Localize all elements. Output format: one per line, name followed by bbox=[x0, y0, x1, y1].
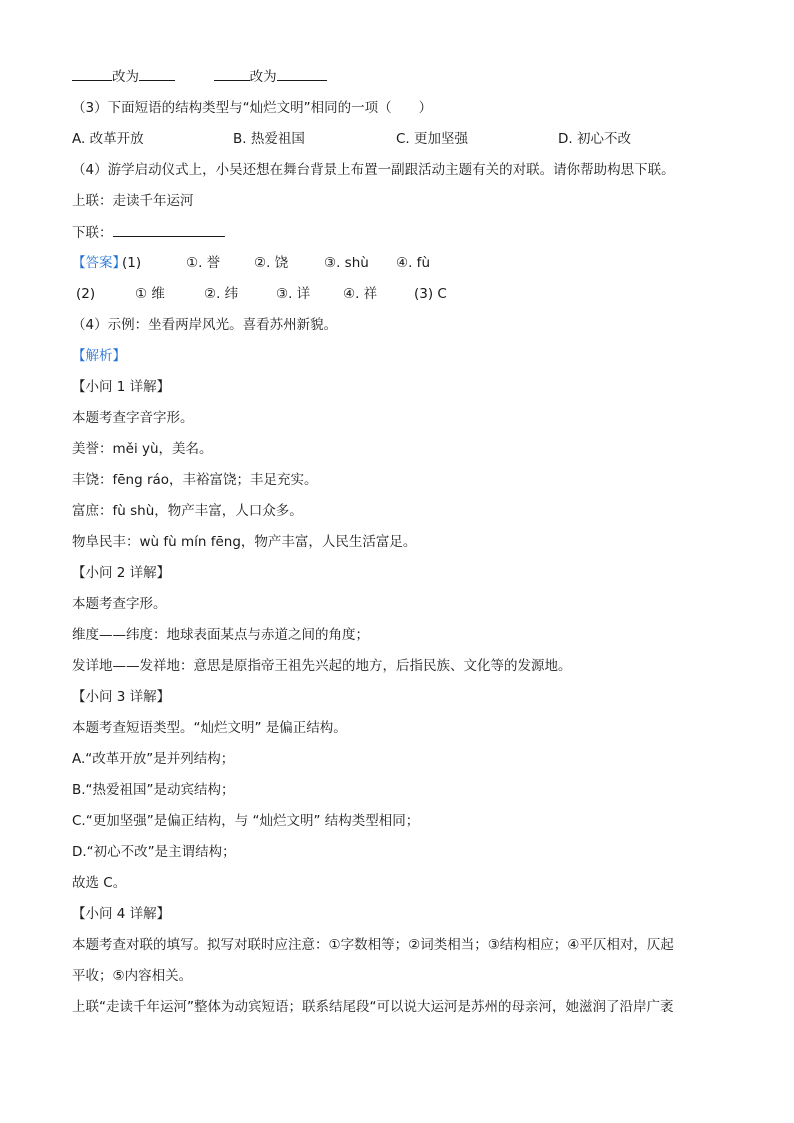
answer-1-item: ③. shù bbox=[324, 255, 369, 271]
q3-option-b[interactable]: B. 热爱祖国 bbox=[233, 131, 305, 147]
answer-3-item: (3) C bbox=[414, 286, 447, 302]
change-word: 改为 bbox=[112, 69, 139, 85]
analysis-line: B.“热爱祖国”是动宾结构； bbox=[72, 782, 235, 798]
analysis-line: D.“初心不改”是主谓结构； bbox=[72, 844, 236, 860]
analysis-line: 丰饶：fēng ráo，丰裕富饶；丰足充实。 bbox=[72, 472, 318, 488]
analysis-line: 本题考查短语类型。“灿烂文明” 是偏正结构。 bbox=[72, 720, 347, 736]
answer-2-item: ④. 祥 bbox=[343, 286, 378, 302]
q4-question: （4）游学启动仪式上，小吴还想在舞台背景上布置一副跟活动主题有关的对联。请你帮助构思下联。 bbox=[72, 162, 675, 178]
analysis-line: 美誉：měi yù，美名。 bbox=[72, 441, 213, 457]
q4-upper-couplet: 上联：走读千年运河 bbox=[72, 193, 194, 209]
answer-1-item: ①. 誉 bbox=[186, 255, 221, 271]
analysis-line: 【小问 2 详解】 bbox=[72, 565, 171, 581]
analysis-line: 本题考查字形。 bbox=[72, 596, 167, 612]
analysis-line: 【小问 3 详解】 bbox=[72, 689, 171, 705]
analysis-line: 【小问 4 详解】 bbox=[72, 906, 171, 922]
blank-field[interactable] bbox=[139, 66, 175, 81]
analysis-line: 物阜民丰：wù fù mín fēng，物产丰富，人民生活富足。 bbox=[72, 534, 417, 550]
answer-4-example: （4）示例：坐看两岸风光。喜看苏州新貌。 bbox=[72, 317, 338, 333]
q3-option-c[interactable]: C. 更加坚强 bbox=[396, 131, 469, 147]
answer-1-item: ④. fù bbox=[396, 255, 430, 271]
answer-2-item: ③. 详 bbox=[276, 286, 311, 302]
analysis-line: 富庶：fù shù，物产丰富，人口众多。 bbox=[72, 503, 303, 519]
answer-2-label: (2) bbox=[76, 286, 96, 302]
answer-2-item: ① 维 bbox=[135, 286, 165, 302]
analysis-line: 【小问 1 详解】 bbox=[72, 379, 171, 395]
q3-option-d[interactable]: D. 初心不改 bbox=[558, 131, 631, 147]
blank-field[interactable] bbox=[277, 66, 327, 81]
lower-couplet-blank[interactable] bbox=[113, 222, 225, 237]
analysis-line: A.“改革开放”是并列结构； bbox=[72, 751, 235, 767]
analysis-line: 平收；⑤内容相关。 bbox=[72, 968, 193, 984]
fill-blank-line bbox=[72, 66, 327, 87]
change-word: 改为 bbox=[249, 69, 277, 85]
analysis-tag: 【解析】 bbox=[72, 348, 126, 364]
analysis-line: 上联“走读千年运河”整体为动宾短语；联系结尾段“可以说大运河是苏州的母亲河，她滋润了沿岸广袤 bbox=[72, 999, 674, 1015]
answer-1-label: (1) bbox=[122, 255, 142, 271]
blank-field[interactable] bbox=[214, 66, 250, 81]
answer-2-item: ②. 纬 bbox=[204, 286, 239, 302]
analysis-line: 发详地——发祥地：意思是原指帝王祖先兴起的地方，后指民族、文化等的发源地。 bbox=[72, 658, 572, 674]
analysis-line: C.“更加坚强”是偏正结构，与 “灿烂文明” 结构类型相同； bbox=[72, 813, 420, 829]
analysis-line: 故选 C。 bbox=[72, 875, 127, 891]
blank-field[interactable] bbox=[72, 66, 112, 81]
answer-1-item: ②. 饶 bbox=[254, 255, 289, 271]
q4-lower-label: 下联： bbox=[72, 225, 113, 241]
analysis-line: 维度——纬度：地球表面某点与赤道之间的角度； bbox=[72, 627, 369, 643]
answer-tag: 【答案】 bbox=[72, 255, 126, 271]
analysis-line: 本题考查字音字形。 bbox=[72, 410, 194, 426]
q4-lower-couplet bbox=[72, 222, 225, 243]
q3-option-a[interactable]: A. 改革开放 bbox=[72, 131, 144, 147]
q3-question: （3）下面短语的结构类型与“灿烂文明”相同的一项（ ） bbox=[72, 100, 433, 116]
analysis-line: 本题考查对联的填写。拟写对联时应注意：①字数相等；②词类相当；③结构相应；④平仄相对，仄起 bbox=[72, 937, 674, 953]
